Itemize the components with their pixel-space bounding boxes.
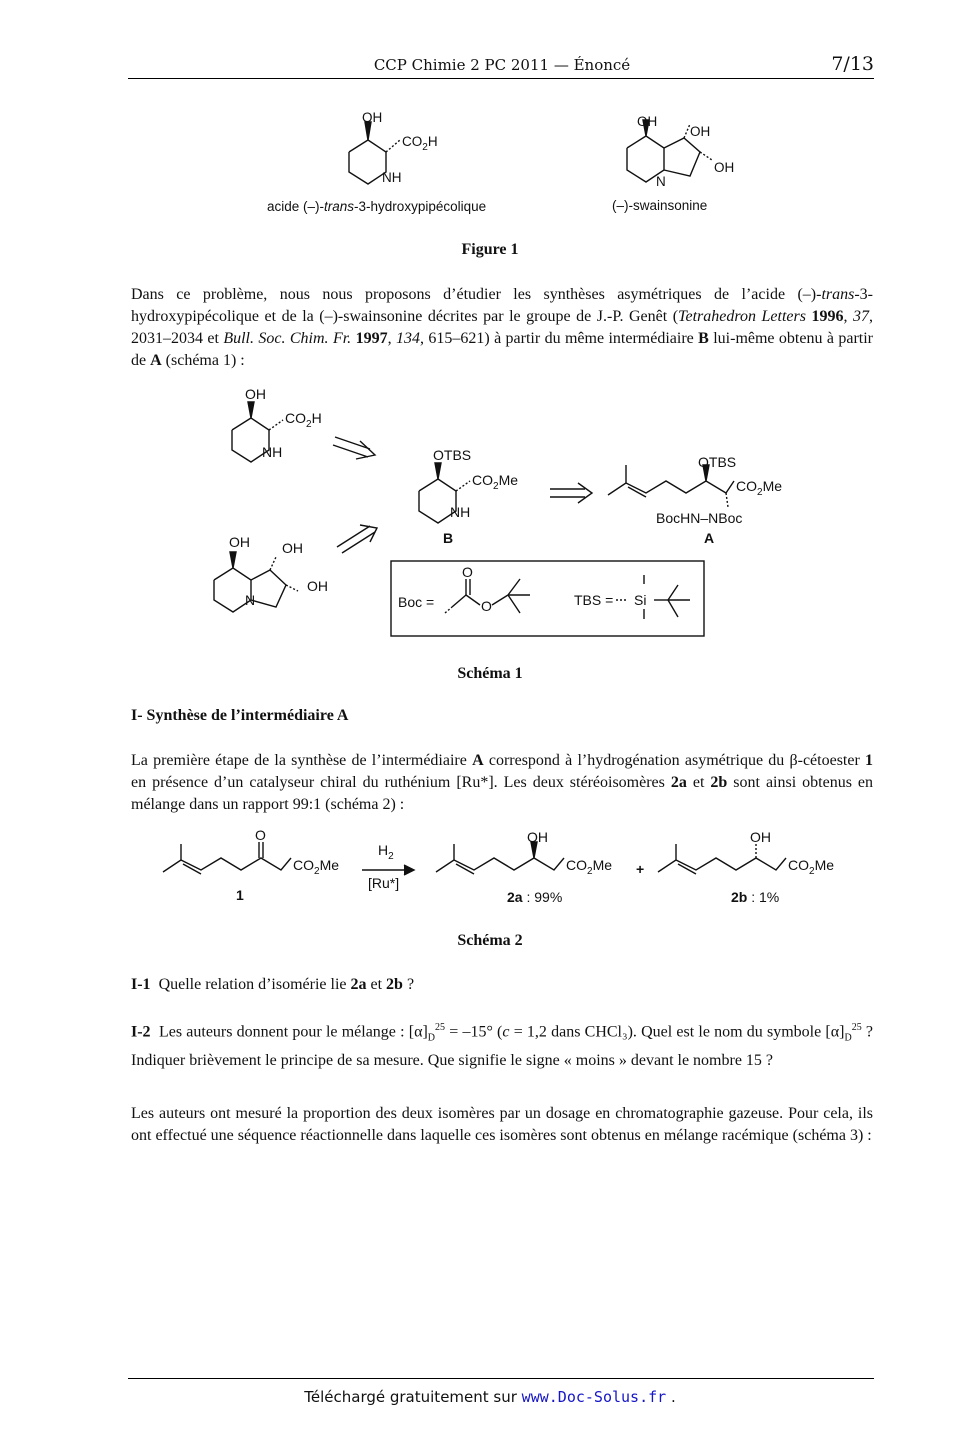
page-number: 7/13 [831, 53, 874, 75]
s1-b-otbs: OTBS [433, 447, 472, 463]
intro-paragraph: Dans ce problème, nous nous proposons d’étudier les synthèses asymétriques de l’acide (–)-trans-3-hydroxypipécolique et de la (–)-swainsonine décrites par le groupe de J.-P. Genêt (Tetrahedron Letters 1996, 37, 2031–2034 et Bull. Soc. Chim. Fr. 1997, 134, 615–621) à partir du même intermédiaire B lui-même obtenu à partir de A (schéma 1) : [131, 286, 874, 369]
s2-label-2b [731, 889, 779, 905]
mol1-oh-label: OH [362, 110, 383, 125]
section1-paragraph [131, 750, 873, 816]
q1-bold: 2a [350, 976, 367, 993]
intro-volume: 134 [395, 330, 420, 347]
s2-label-1: 1 [236, 887, 244, 903]
s1-acid-nh: NH [262, 444, 283, 460]
q1-text: ? [402, 976, 415, 993]
s2-ru: [Ru*] [368, 875, 400, 891]
mol2-oh3-label: OH [714, 160, 735, 175]
schema2-caption: Schéma 2 [457, 932, 523, 949]
intro-text: (schéma 1) : [161, 352, 245, 369]
s1-bold: 2a [670, 774, 687, 791]
s2-1-o: O [255, 830, 266, 843]
s2-label-2a-name: 2a [507, 889, 523, 905]
s1-sw-oh2: OH [282, 540, 303, 556]
s1-text: en présence d’un catalyseur chiral du ruthénium [Ru*]. Les deux stéréoisomères [131, 774, 671, 791]
s1-b-label: B [443, 530, 454, 546]
schema2-structures [0, 830, 980, 915]
tbs-si: Si [634, 592, 647, 608]
mol2-n-label: N [656, 174, 666, 189]
q2-sub: D [427, 1032, 436, 1044]
intro-text: , 615–621) à partir du même intermédiaire [419, 330, 699, 347]
s2-label-2a-pct: : 99% [522, 889, 563, 905]
intro-year: 1997 [355, 330, 388, 347]
s2-2a-oh: OH [527, 830, 548, 845]
q2-text: Les auteurs donnent pour le mélange : [α] [158, 1023, 428, 1041]
mol2-oh1-label: OH [637, 114, 658, 129]
intro-year: 1996 [811, 308, 844, 325]
s1-text: correspond à l’hydrogénation asymétrique du β-cétoester [483, 752, 866, 769]
figure1-structures [0, 100, 980, 225]
q2-sub: D [844, 1032, 852, 1044]
schema1-caption: Schéma 1 [457, 665, 523, 682]
s1-sw-oh3: OH [307, 578, 328, 594]
intro-text: , 2031–2034 et [131, 308, 874, 347]
s2-1-co2me: $CO_2Me$ [293, 857, 340, 877]
mol1-co2h-label: $CO_2H$ [402, 134, 438, 153]
q2-text: = –15° ( [445, 1023, 503, 1041]
mol2-oh2-label: OH [690, 124, 711, 139]
q2-sup: 25 [851, 1022, 862, 1033]
header-title: CCP Chimie 2 PC 2011 — Énoncé [373, 56, 631, 74]
mol1-name-prefix: acide (–)- [267, 199, 325, 214]
footer-rule [128, 1378, 874, 1379]
boc-ester-o: O [481, 598, 492, 614]
boc-definition-label: Boc = [398, 594, 435, 610]
s1-b-nh: NH [450, 504, 471, 520]
q2-number: I-2 [131, 1023, 151, 1041]
s2-2b-co2me: $CO_2Me$ [788, 857, 835, 877]
s2-2a-co2me: $CO_2Me$ [566, 857, 613, 877]
intro-trans: trans [821, 286, 855, 303]
section1-heading: I- Synthèse de l’intermédiaire A [131, 707, 349, 724]
mol2-name: (–)-swainsonine [612, 198, 708, 213]
q1-bold: 2b [386, 976, 403, 993]
mol1-name-suffix: -3-hydroxypipécolique [354, 199, 487, 214]
page-header [130, 53, 874, 80]
s1-a-co2me: $CO_2Me$ [736, 478, 783, 498]
q1-number: I-1 [131, 976, 151, 993]
s1-text: sont ainsi obtenus en mélange dans un rapport 99:1 (schéma 2) : [131, 774, 873, 813]
s1-sw-oh1: OH [229, 534, 250, 550]
boc-carbonyl-o: O [462, 564, 473, 580]
mol1-name [267, 199, 486, 214]
figure1-caption: Figure 1 [461, 241, 519, 258]
s2-label-2b-pct: : 1% [747, 889, 780, 905]
intro-journal: Bull. Soc. Chim. Fr. [223, 330, 352, 347]
footer-end: . [666, 1388, 676, 1406]
question-i2 [131, 1017, 873, 1072]
footer [0, 1388, 980, 1406]
s2-h2: $H_2$ [378, 842, 394, 862]
s1-b-co2me: $CO_2Me$ [472, 472, 519, 492]
s1-a-otbs: OTBS [698, 454, 737, 470]
s1-text: La première étape de la synthèse de l’intermédiaire [131, 752, 473, 769]
s1-text: et [686, 774, 711, 791]
closing-paragraph: Les auteurs ont mesuré la proportion des deux isomères par un dosage en chromatographie gazeuse. Pour cela, ils ont effectué une séquence réactionnelle dans laquelle ces isomères sont obtenus en mélange racémique (schéma 3) : [131, 1105, 873, 1144]
s1-a-label: A [704, 530, 715, 546]
s1-bold: 2b [710, 774, 728, 791]
intro-journal: Tetrahedron Letters [678, 308, 806, 325]
s2-label-2b-name: 2b [731, 889, 748, 905]
q2-italic: c [502, 1023, 510, 1041]
q1-text: Quelle relation d’isomérie lie [158, 976, 351, 993]
header-rule [128, 78, 874, 79]
s2-label-2a [507, 889, 562, 905]
tbs-definition-label: TBS = [574, 592, 614, 608]
question-i1 [131, 974, 873, 996]
s1-sw-n: N [245, 592, 256, 608]
intro-bold: B [698, 330, 709, 347]
s1-bold: 1 [865, 752, 874, 769]
schema1-structures [0, 385, 980, 645]
s1-acid-oh: OH [245, 386, 266, 402]
q2-text: = 1,2 dans CHCl₃). Quel est le nom du symbole [α] [509, 1023, 845, 1041]
footer-link[interactable]: www.Doc-Solus.fr [521, 1388, 667, 1406]
intro-text: Dans ce problème, nous nous proposons d’étudier les synthèses asymétriques de l’acide (–)- [131, 286, 822, 303]
intro-bold: A [150, 352, 162, 369]
mol1-nh-label: NH [382, 170, 402, 185]
intro-text: -3-hydroxypipécolique et de la (–)-swainsonine décrites par le groupe de J.-P. Genêt ( [131, 286, 873, 325]
q2-text: ? Indiquer brièvement le principe de sa mesure. Que signifie le signe « moins » devant le nombre 15 ? [131, 1023, 874, 1069]
q1-text: et [366, 976, 387, 993]
s2-plus: + [636, 861, 645, 877]
footer-text: Téléchargé gratuitement sur [304, 1388, 522, 1406]
intro-text: lui-même obtenu à partir de [131, 330, 873, 369]
mol1-name-italic: trans [324, 199, 355, 214]
s1-bold: A [472, 752, 484, 769]
s2-2b-oh: OH [750, 830, 771, 845]
q2-sup: 25 [435, 1022, 446, 1033]
s1-acid-co2h: $CO_2H$ [285, 410, 322, 430]
s1-a-bochn: BocHN–NBoc [656, 510, 743, 526]
intro-volume: 37 [853, 308, 870, 325]
